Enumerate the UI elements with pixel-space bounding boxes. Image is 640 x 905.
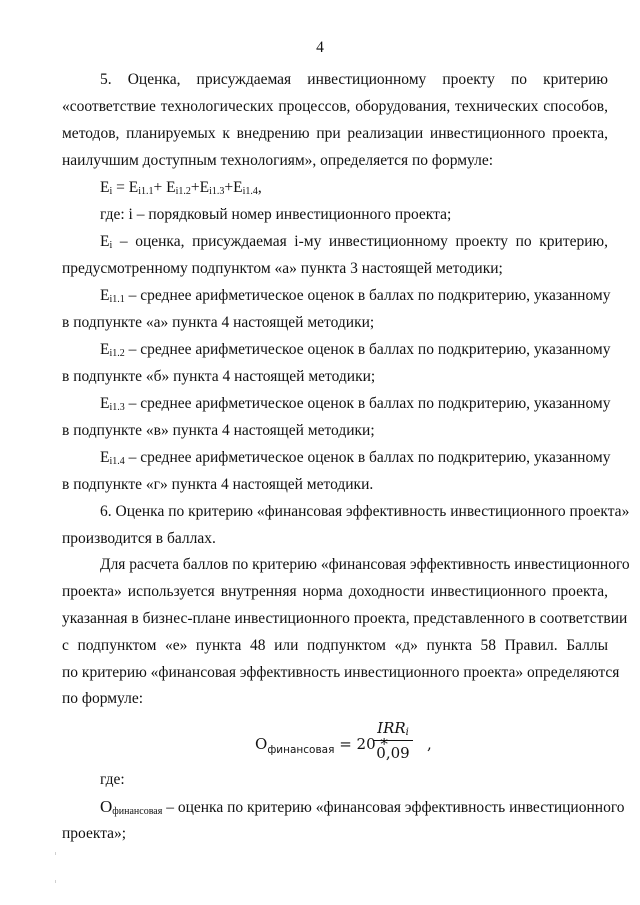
formula-ei-s1: i1.1 <box>138 186 154 197</box>
def-e13-sub: i1.3 <box>109 402 125 413</box>
formula-financial-rhs: = 20 * <box>339 735 388 753</box>
def-ofin-text: – оценка по критерию «финансовая эффективность инвестиционного <box>162 799 625 816</box>
page-number: 4 <box>316 39 324 56</box>
formula-financial-denominator: 0,09 <box>376 744 410 762</box>
def-e14-sub: i1.4 <box>109 456 125 467</box>
def-e14-line-2: в подпункте «г» пункта 4 настоящей методики. <box>62 476 374 493</box>
formula-ei-sub: i <box>109 186 113 197</box>
p7-line-1: Для расчета баллов по критерию «финансовая эффективность инвестиционного <box>100 556 630 573</box>
formula-ei-end: , <box>257 179 262 196</box>
formula-numerator-sub: i <box>405 727 409 738</box>
def-ei-text: – оценка, присуждаемая i-му инвестиционному проекту по критерию, <box>112 233 608 250</box>
formula-financial-fraction <box>373 718 413 763</box>
formula-numerator-text: IRR <box>377 719 406 737</box>
p5-line-4: наилучшим доступным технологиям», определяется по формуле: <box>62 152 494 169</box>
p7-line-5: по критерию «финансовая эффективность инвестиционного проекта» определяются <box>62 664 620 681</box>
def-e13-symbol: E <box>100 395 110 412</box>
p5-line-2: «соответствие технологических процессов, оборудования, технических способов, <box>62 98 608 115</box>
formula-financial <box>255 718 455 768</box>
def-e14-text: – среднее арифметическое оценок в баллах по подкритерию, указанному <box>124 449 611 466</box>
def-ei-line-2: предусмотренному подпунктом «а» пункта 3 настоящей методики; <box>62 260 503 277</box>
formula-ei-symbol: E <box>100 179 110 196</box>
formula-ei-plus2: +E <box>190 179 210 196</box>
def-ofin-line-2: проекта»; <box>62 825 127 842</box>
formula-ei-s2: i1.2 <box>175 186 191 197</box>
p6-line-2: производится в баллах. <box>62 530 216 547</box>
def-ofin-sub: финансовая <box>112 806 163 817</box>
def-e11-line-1 <box>100 286 611 306</box>
def-e12-line-1 <box>100 340 611 360</box>
fraction-bar <box>373 740 413 741</box>
def-e14-line-1 <box>100 448 611 468</box>
def-e13-line-2: в подпункте «в» пункта 4 настоящей методики; <box>62 422 375 439</box>
def-e11-sub: i1.1 <box>109 294 125 305</box>
def-e14-symbol: E <box>100 449 110 466</box>
formula-ei-s4: i1.4 <box>242 186 258 197</box>
def-ei-sub: i <box>109 240 113 251</box>
p7-line-2: проекта» используется внутренняя норма доходности инвестиционного проекта, <box>62 583 608 600</box>
formula-financial-sub: финансовая <box>267 744 335 756</box>
formula-ei-eq: = E <box>112 179 139 196</box>
def-e11-text: – среднее арифметическое оценок в баллах по подкритерию, указанному <box>124 287 611 304</box>
def-e12-line-2: в подпункте «б» пункта 4 настоящей методики; <box>62 368 376 385</box>
where-1: где: i – порядковый номер инвестиционного проекта; <box>100 206 452 223</box>
p6-line-1: 6. Оценка по критерию «финансовая эффективность инвестиционного проекта» <box>100 503 630 520</box>
def-ei-symbol: E <box>100 233 110 250</box>
p7-line-6: по формуле: <box>62 690 144 707</box>
p5-line-3: методов, планируемых к внедрению при реализации инвестиционного проекта, <box>62 125 608 142</box>
def-e12-text: – среднее арифметическое оценок в баллах по подкритерию, указанному <box>124 341 611 358</box>
p7-line-3: указанная в бизнес-плане инвестиционного проекта, представленного в соответствии <box>62 610 628 627</box>
scan-speck <box>55 852 56 855</box>
formula-ei-plus3: +E <box>224 179 243 196</box>
p7-line-4: с подпунктом «е» пункта 48 или подпунктом «д» пункта 58 Правил. Баллы <box>62 637 608 654</box>
def-ofin-symbol: O <box>100 797 113 816</box>
formula-financial-lhs <box>255 735 388 756</box>
formula-financial-numerator <box>373 718 413 738</box>
formula-ei <box>100 178 608 198</box>
formula-ei-plus1: + E <box>153 179 176 196</box>
scan-speck <box>55 880 56 883</box>
formula-financial-symbol: O <box>255 735 268 753</box>
p5-line-1: 5. Оценка, присуждаемая инвестиционному проекту по критерию <box>100 71 608 88</box>
def-ei-line-1 <box>100 232 608 252</box>
def-e13-text: – среднее арифметическое оценок в баллах по подкритерию, указанному <box>124 395 611 412</box>
def-e12-sub: i1.2 <box>109 348 125 359</box>
formula-financial-comma: , <box>427 735 432 753</box>
def-e13-line-1 <box>100 394 611 414</box>
def-e11-line-2: в подпункте «а» пункта 4 настоящей методики; <box>62 314 375 331</box>
def-e11-symbol: E <box>100 287 110 304</box>
where-2: где: <box>100 771 125 788</box>
def-e12-symbol: E <box>100 341 110 358</box>
formula-ei-s3: i1.3 <box>209 186 225 197</box>
def-ofin-line-1 <box>100 797 625 818</box>
